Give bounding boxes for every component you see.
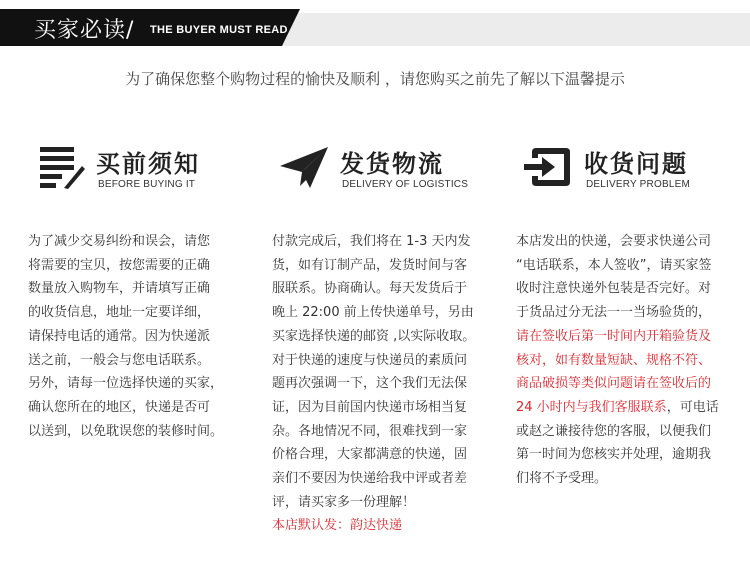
body-line-red: 请在签收后第一时间内开箱验货及 [516, 328, 712, 344]
section-subtitle: DELIVERY PROBLEM [586, 179, 690, 190]
body-line: 请保持电话的通常。因为快递派 [28, 328, 211, 344]
body-line: 为了减少交易纠纷和误会，请您 [28, 234, 211, 249]
section-header [272, 142, 502, 212]
body-line: 送之前，一般会与您电话联系。 [28, 352, 211, 368]
header-title-cn: 买家必读/ [34, 18, 135, 43]
section-header [28, 142, 258, 212]
body-line: 服联系。协商确认。每天发货后于 [272, 281, 468, 297]
body-line: 第一时间为您核实并处理，逾期我 [516, 447, 712, 463]
body-line: 将需要的宝贝，按您需要的正确 [28, 257, 211, 273]
section-subtitle: BEFORE BUYING IT [98, 179, 196, 190]
section-title: 收货问题 [584, 150, 688, 178]
body-line: 或赵之谦接待您的客服，以便我们 [516, 423, 712, 439]
body-line: 对于快递的速度与快递员的素质问 [272, 352, 468, 368]
body-line: 确认您所在的地区，快递是否可 [28, 399, 211, 415]
section-title: 买前须知 [96, 150, 200, 178]
document-list-icon [34, 144, 86, 190]
body-line: 付款完成后，我们将在 1-3 天内发 [272, 234, 471, 249]
body-line: 收时注意快递外包装是否完好。对 [516, 281, 712, 297]
section-subtitle: DELIVERY OF LOGISTICS [342, 179, 469, 190]
body-line: 晚上 22:00 前上传快递单号，另由 [272, 305, 474, 321]
body-line: 的收货信息，地址一定要详细， [28, 305, 211, 321]
body-line: 于货品过分无法一一当场验货的， [516, 305, 712, 321]
body-line: 货，如有订制产品，发货时间与客 [272, 257, 468, 273]
delivery-logistics-section [272, 142, 502, 534]
intro-text: 为了确保您整个购物过程的愉快及顺利 ，请您购买之前先了解以下温馨提示 [125, 70, 625, 88]
header-banner [0, 0, 750, 48]
body-line-red-part: 24 小时内与我们客服联系 [516, 399, 667, 415]
default-courier-note: 本店默认发：韵达快递 [272, 518, 403, 534]
body-line-black-part: ，可电话 [666, 399, 719, 415]
body-line: 数量放入购物车，并请填写正确 [28, 281, 211, 297]
section-body [516, 230, 719, 491]
section-header [516, 142, 746, 212]
body-line-red: 商品破损等类似问题请在签收后的 [516, 376, 712, 392]
delivery-problem-section [516, 142, 746, 487]
body-line: 杂。各地情况不同，很难找到一家 [272, 423, 468, 439]
body-line: 本店发出的快递，会要求快递公司 [516, 234, 712, 249]
header-title-en: THE BUYER MUST READ [150, 24, 288, 36]
body-line: 以送到，以免耽误您的装修时间。 [28, 423, 224, 439]
before-buying-section [28, 142, 258, 439]
body-line: 另外，请每一位选择快递的买家， [28, 376, 224, 392]
section-body [272, 230, 475, 538]
body-line: 证，因为目前国内快递市场相当复 [272, 399, 468, 415]
body-line-mixed [516, 396, 719, 420]
section-body [28, 230, 223, 443]
sign-in-box-icon [522, 144, 574, 190]
body-line: 亲们不要因为快递给我中评或者差 [272, 471, 468, 487]
body-line: 买家选择快递的邮资 ,以实际收取。 [272, 328, 476, 344]
section-title: 发货物流 [340, 150, 444, 178]
body-line: 题再次强调一下，这个我们无法保 [272, 376, 468, 392]
body-line: “电话联系，本人签收”，请买家签 [516, 257, 712, 273]
body-line: 价格合理，大家都满意的快递，固 [272, 447, 468, 463]
paper-plane-icon [278, 144, 330, 190]
body-line: 评，请买家多一份理解！ [272, 494, 416, 510]
body-line-red: 核对，如有数量短缺、规格不符、 [516, 352, 712, 368]
body-line: 们将不予受理。 [516, 471, 608, 487]
